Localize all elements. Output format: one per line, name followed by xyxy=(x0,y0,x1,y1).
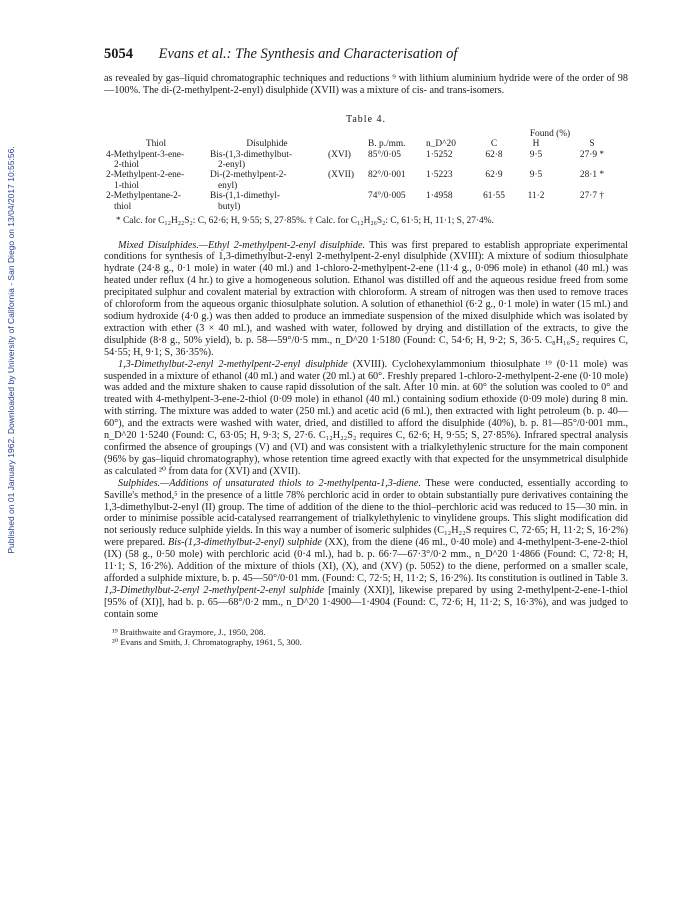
s-cell: 28·1 * xyxy=(579,170,605,181)
section-heading: Mixed Disulphides.— xyxy=(118,239,208,251)
paragraph-text: This was first prepared to establish appropriate experimental conditions for synthesis of 1,3-dimethylbut-2-enyl 2-methylpent-2-enyl disulphide (XVIII): A mixture of sodium thiosulphate hydrate (24·8 g., 0·1 mole) in water (40 ml.) and 1-chloro-2-methylpent-2-ene (11·4 g., 0·096 mole) in ethanol (40 ml.) was heated under reflux (4 hr.) to give a homogeneous solution. Ethanol was distilled off and the aqueous residue freed from some precipitated sulphur and covalent material by extraction with chloroform. A stream of nitrogen was then used to remove traces of chloroform from the aqueous organic thiosulphate solution. A solution of ethanethiol (6·2 g., 0·1 mole) in water (15 ml.) and sodium hydroxide (4·0 g.) was then added to produce an immediate suspension of the mixed disulphide which was isolated by extraction with ether (3 × 40 ml.), and washed with water, followed by drying and distillation of the extracts, to give the disulphide (8·8 g., 50% yield), b. p. 58—59°/0·5 mm., n_D^20 1·5180 (Found: C, 54·6; H, 9·2; S, 36·5. C₈H₁₆S₂ requires C, 54·55; H, 9·1; S, 36·35%). xyxy=(104,239,629,358)
table-caption: Table 4. xyxy=(345,113,387,125)
bp-cell: 82°/0·001 xyxy=(368,170,406,181)
dimethylbutenyl-paragraph xyxy=(104,359,628,478)
col-c: C xyxy=(490,139,498,150)
col-s: S xyxy=(589,139,595,150)
compound-title: Bis-(1,3-dimethylbut-2-enyl) sulphide xyxy=(168,537,322,549)
thiol-cell-line: 1-thiol xyxy=(114,180,139,191)
table-footnote: * Calc. for C₁₂H₂₂S₂: C, 62·6; H, 9·55; S, 27·85%. † Calc. for C₁₂H₂₆S₂: C, 61·5; H, 11·1; S, 27·4%. xyxy=(116,216,494,227)
intro-paragraph: as revealed by gas–liquid chromatographic techniques and reductions ⁹ with lithium aluminium hydride were of the order of 98—100%. The di-(2-methylpent-2-enyl) disulphide (XVII) was a mixture of cis- and trans-isomers. xyxy=(104,73,628,96)
reference-19: ¹⁹ Braithwaite and Graymore, J., 1950, 208. xyxy=(112,626,266,637)
disulphide-cell-line: butyl) xyxy=(218,201,241,212)
table-body xyxy=(104,150,628,212)
paragraph-text: (XVIII). Cyclohexylammonium thiosulphate ¹⁹ (0·11 mole) was suspended in a mixture of ethanol (40 ml.) and water (20 ml.) at 60°. Freshly prepared 1-chloro-2-methylpent-2-ene (0·10 mole) was added and the mixture shaken to cause rapid dissolution of the salt. After 10 min. at 60° the solution was cooled to 0° and treated with 4-methylpent-3-ene-2-thiol (0·09 mole) in ethanol (40 ml.) containing sodium ethoxide (0·09 mole) during 8 min. with stirring. The mixture was added to water (250 ml.) and acetic acid (6 ml.), then extracted with light petroleum (b. p. 40—60°), and the extracts were washed with water, dried, and distilled to afford the disulphide (40%), b. p. 81—85°/0·001 mm., n_D^20 1·5240 (Found: C, 63·05; H, 9·3; S, 27·6. C₁₂H₂₂S₂ requires C, 62·6; H, 9·55; S, 27·85%). Infrared spectral analysis confirmed the absence of groupings (V) and (VI) and was consistent with a trialkylethylenic structure for the main component (96% by gas–liquid chromatography), whose retention time agreed exactly with that expected for the unsymmetrical disulphide as calculated ²⁰ from data for (XVI) and (XVII). xyxy=(104,358,629,477)
table-row xyxy=(104,191,628,212)
disulphide-cell-line: 2-enyl) xyxy=(218,160,246,171)
h-cell: 11·2 xyxy=(527,191,545,202)
col-nd: n_D^20 xyxy=(426,139,456,150)
journal-page xyxy=(104,46,628,648)
thiol-cell-line: 2-Methylpentane-2- xyxy=(106,191,181,202)
compound-title: Ethyl 2-methylpent-2-enyl disulphide. xyxy=(208,239,366,251)
found-header: Found (%) xyxy=(529,128,571,139)
sidebar-text: Published on 01 January 1962. Downloaded by University of California - San Diego on 13/04/2017 10:55:56. xyxy=(6,146,16,554)
c-cell: 62·9 xyxy=(485,170,503,181)
compound-code: (XVII) xyxy=(328,170,355,181)
thiol-cell xyxy=(104,170,208,191)
compound-code: (XVI) xyxy=(328,149,351,160)
thiol-cell xyxy=(104,191,208,212)
table-4 xyxy=(104,129,628,212)
running-title: Evans et al.: The Synthesis and Characterisation of xyxy=(158,46,458,62)
c-cell: 61·55 xyxy=(483,191,505,202)
table-header-row xyxy=(104,139,628,149)
h-cell: 9·5 xyxy=(529,170,543,181)
compound-title: 1,3-Dimethylbut-2-enyl 2-methylpent-2-enyl disulphide xyxy=(118,358,348,370)
disulphide-cell-line: Bis-(1,3-dimethylbut- xyxy=(210,149,293,160)
table-row xyxy=(104,150,628,171)
paragraph-text: These were conducted, essentially according to Saville's method,⁵ in the presence of a little 78% perchloric acid in order to obtain substantially pure derivatives containing the 1,3-dimethylbut-2-enyl (II) group. The time of addition of the diene to the thiol–perchloric acid was reduced to 15—30 min. in order to minimise possible acid-catalysed rearrangement of trialkylethylenic to vinylidene groups. This slight modification did not seriously reduce sulphide yields. In this way a number of isomeric sulphides (C₁₂H₂₂S requires C, 72·65; H, 11·2; S, 16·2%) were prepared. xyxy=(104,477,628,549)
s-cell: 27·9 * xyxy=(579,149,605,160)
nd-cell: 1·4958 xyxy=(426,191,453,202)
thiol-cell-line: 2-Methylpent-2-ene- xyxy=(106,170,185,181)
bp-cell: 74°/0·005 xyxy=(368,191,406,202)
col-bp: B. p./mm. xyxy=(368,139,406,150)
col-thiol: Thiol xyxy=(145,139,167,150)
c-cell: 62·8 xyxy=(485,149,503,160)
sulphides-paragraph xyxy=(104,478,628,621)
disulphide-cell-line: Di-(2-methylpent-2- xyxy=(210,170,287,181)
disulphide-cell-line: enyl) xyxy=(218,180,238,191)
compound-code xyxy=(326,191,366,212)
thiol-cell-line: 2-thiol xyxy=(114,160,139,171)
paragraph-text: [mainly (XXI)], likewise prepared by using 2-methylpent-2-ene-1-thiol [95% of (XI)], had b. p. 65—68°/0·2 mm., n_D^20 1·4900—1·4904 (Found: C, 72·6; H, 11·2; S, 16·3%), and was judged to contain some xyxy=(104,584,628,620)
thiol-cell-line: 4-Methylpent-3-ene- xyxy=(106,149,185,160)
nd-cell: 1·5223 xyxy=(426,170,453,181)
disulphide-cell xyxy=(208,191,326,212)
page-header xyxy=(104,46,628,63)
thiol-cell xyxy=(104,150,208,171)
s-cell: 27·7 † xyxy=(579,191,605,202)
bp-cell: 85°/0·05 xyxy=(368,149,401,160)
col-h: H xyxy=(532,139,540,150)
disulphide-cell xyxy=(208,170,326,191)
section-heading: Sulphides.— xyxy=(118,477,170,489)
page-number: 5054 xyxy=(104,46,133,62)
nd-cell: 1·5252 xyxy=(426,149,453,160)
disulphide-cell-line: Bis-(1,1-dimethyl- xyxy=(210,191,281,202)
download-sidebar xyxy=(4,80,18,620)
section-title: Additions of unsaturated thiols to 2-methylpenta-1,3-diene. xyxy=(169,477,421,489)
references xyxy=(104,627,628,648)
paragraph-text: (XX), from the diene (46 ml., 0·40 mole) and 4-methylpent-3-ene-2-thiol (IX) (58 g., 0·50 mole) with perchloric acid (0·4 ml.), had b. p. 66·7—67·3°/0·2 mm., n_D^20 1·4866 (Found: C, 72·8; H, 11·1; S, 16·2%). Addition of the mixture of thiols (XI), (X), and (XV) (p. 5052) to the diene, performed on a smaller scale, afforded a sulphide mixture, b. p. 45—50°/0·01 mm. (Found: C, 72·5; H, 11·2; S, 16·2%). Its constitution is outlined in Table 3. xyxy=(104,537,628,584)
disulphide-cell xyxy=(208,150,326,171)
thiol-cell-line: thiol xyxy=(114,201,132,212)
h-cell: 9·5 xyxy=(529,149,543,160)
reference-20: ²⁰ Evans and Smith, J. Chromatography, 1961, 5, 300. xyxy=(112,637,302,648)
mixed-disulphides-paragraph xyxy=(104,240,628,359)
col-disulphide: Disulphide xyxy=(246,139,288,150)
table-row xyxy=(104,170,628,191)
compound-title: 1,3-Dimethylbut-2-enyl 2-methylpent-2-enyl sulphide xyxy=(104,584,325,596)
